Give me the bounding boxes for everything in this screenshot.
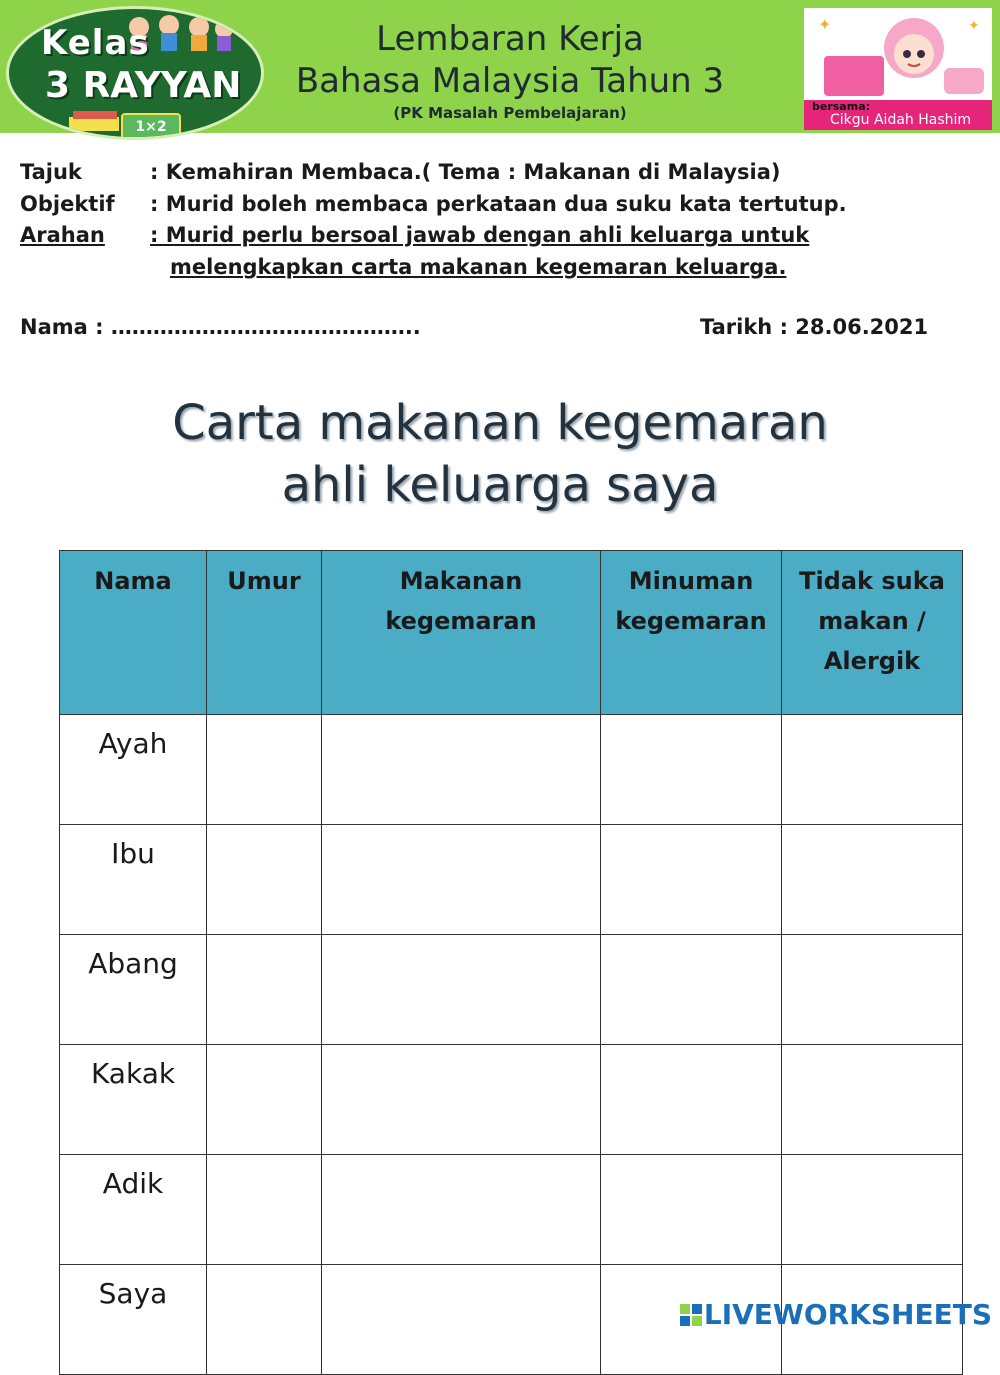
teacher-name: Cikgu Aidah Hashim bbox=[830, 112, 972, 128]
topic-value: : Kemahiran Membaca.( Tema : Makanan di Malaysia) bbox=[150, 160, 781, 184]
worksheet-title-line1: Lembaran Kerja bbox=[376, 19, 644, 59]
teacher-avatar-icon bbox=[804, 8, 992, 100]
table-row bbox=[60, 715, 963, 825]
header-banner bbox=[0, 0, 1000, 133]
table-header-row bbox=[60, 551, 963, 715]
badge-class-name: 3 RAYYAN bbox=[45, 65, 242, 106]
header-alergik: Tidak suka makan / Alergik bbox=[782, 551, 963, 715]
badge-math-chip: 1×2 bbox=[121, 113, 181, 140]
header-minuman: Minuman kegemaran bbox=[601, 551, 782, 715]
liveworksheets-footer[interactable] bbox=[680, 1298, 992, 1331]
row-name-cell: Abang bbox=[60, 935, 207, 1045]
food-cell[interactable] bbox=[322, 1265, 601, 1375]
header-makanan: Makanan kegemaran bbox=[322, 551, 601, 715]
objective-label: Objektif bbox=[20, 192, 115, 216]
worksheet-title-line2: Bahasa Malaysia Tahun 3 bbox=[295, 61, 725, 101]
objective-value: : Murid boleh membaca perkataan dua suku kata tertutup. bbox=[150, 192, 847, 216]
row-name-cell: Adik bbox=[60, 1155, 207, 1265]
drink-cell[interactable] bbox=[601, 825, 782, 935]
dislike-cell[interactable] bbox=[782, 1045, 963, 1155]
row-name-cell: Ayah bbox=[60, 715, 207, 825]
table-row bbox=[60, 1155, 963, 1265]
table-row bbox=[60, 825, 963, 935]
table-row bbox=[60, 1045, 963, 1155]
age-cell[interactable] bbox=[207, 1155, 322, 1265]
food-cell[interactable] bbox=[322, 825, 601, 935]
age-cell[interactable] bbox=[207, 1045, 322, 1155]
chart-title bbox=[0, 392, 1000, 516]
drink-cell[interactable] bbox=[601, 1045, 782, 1155]
class-badge bbox=[6, 6, 264, 140]
food-cell[interactable] bbox=[322, 935, 601, 1045]
svg-text:✦: ✦ bbox=[818, 15, 832, 34]
drink-cell[interactable] bbox=[601, 715, 782, 825]
age-cell[interactable] bbox=[207, 825, 322, 935]
chart-title-line2: ahli keluarga saya bbox=[281, 457, 719, 513]
worksheet-title bbox=[280, 18, 740, 102]
badge-kelas-text: Kelas bbox=[41, 23, 150, 63]
worksheet-subtitle: (PK Masalah Pembelajaran) bbox=[393, 104, 627, 122]
food-cell[interactable] bbox=[322, 715, 601, 825]
age-cell[interactable] bbox=[207, 1265, 322, 1375]
svg-text:✦: ✦ bbox=[968, 18, 980, 34]
dislike-cell[interactable] bbox=[782, 825, 963, 935]
instruction-label: Arahan bbox=[20, 223, 105, 247]
age-cell[interactable] bbox=[207, 715, 322, 825]
teacher-with-label: bersama: bbox=[812, 100, 871, 113]
favourite-food-table bbox=[59, 550, 963, 1375]
student-name-field[interactable]: Nama : …………………………………….. bbox=[20, 315, 421, 339]
teacher-card bbox=[804, 8, 992, 130]
age-cell[interactable] bbox=[207, 935, 322, 1045]
date-field: Tarikh : 28.06.2021 bbox=[700, 315, 929, 339]
row-name-cell: Ibu bbox=[60, 825, 207, 935]
liveworksheets-brand-text: LIVEWORKSHEETS bbox=[703, 1298, 992, 1331]
instruction-value-line2: melengkapkan carta makanan kegemaran keluarga. bbox=[170, 255, 787, 279]
header-nama: Nama bbox=[60, 551, 207, 715]
food-cell[interactable] bbox=[322, 1155, 601, 1265]
row-name-cell: Saya bbox=[60, 1265, 207, 1375]
drink-cell[interactable] bbox=[601, 935, 782, 1045]
drink-cell[interactable] bbox=[601, 1155, 782, 1265]
liveworksheets-logo-icon bbox=[680, 1304, 702, 1326]
chart-title-line1: Carta makanan kegemaran bbox=[172, 395, 828, 451]
dislike-cell[interactable] bbox=[782, 715, 963, 825]
table-row bbox=[60, 935, 963, 1045]
topic-label: Tajuk bbox=[20, 160, 82, 184]
food-cell[interactable] bbox=[322, 1045, 601, 1155]
dislike-cell[interactable] bbox=[782, 1155, 963, 1265]
dislike-cell[interactable] bbox=[782, 935, 963, 1045]
row-name-cell: Kakak bbox=[60, 1045, 207, 1155]
instruction-value-line1: : Murid perlu bersoal jawab dengan ahli keluarga untuk bbox=[150, 223, 810, 247]
header-umur: Umur bbox=[207, 551, 322, 715]
